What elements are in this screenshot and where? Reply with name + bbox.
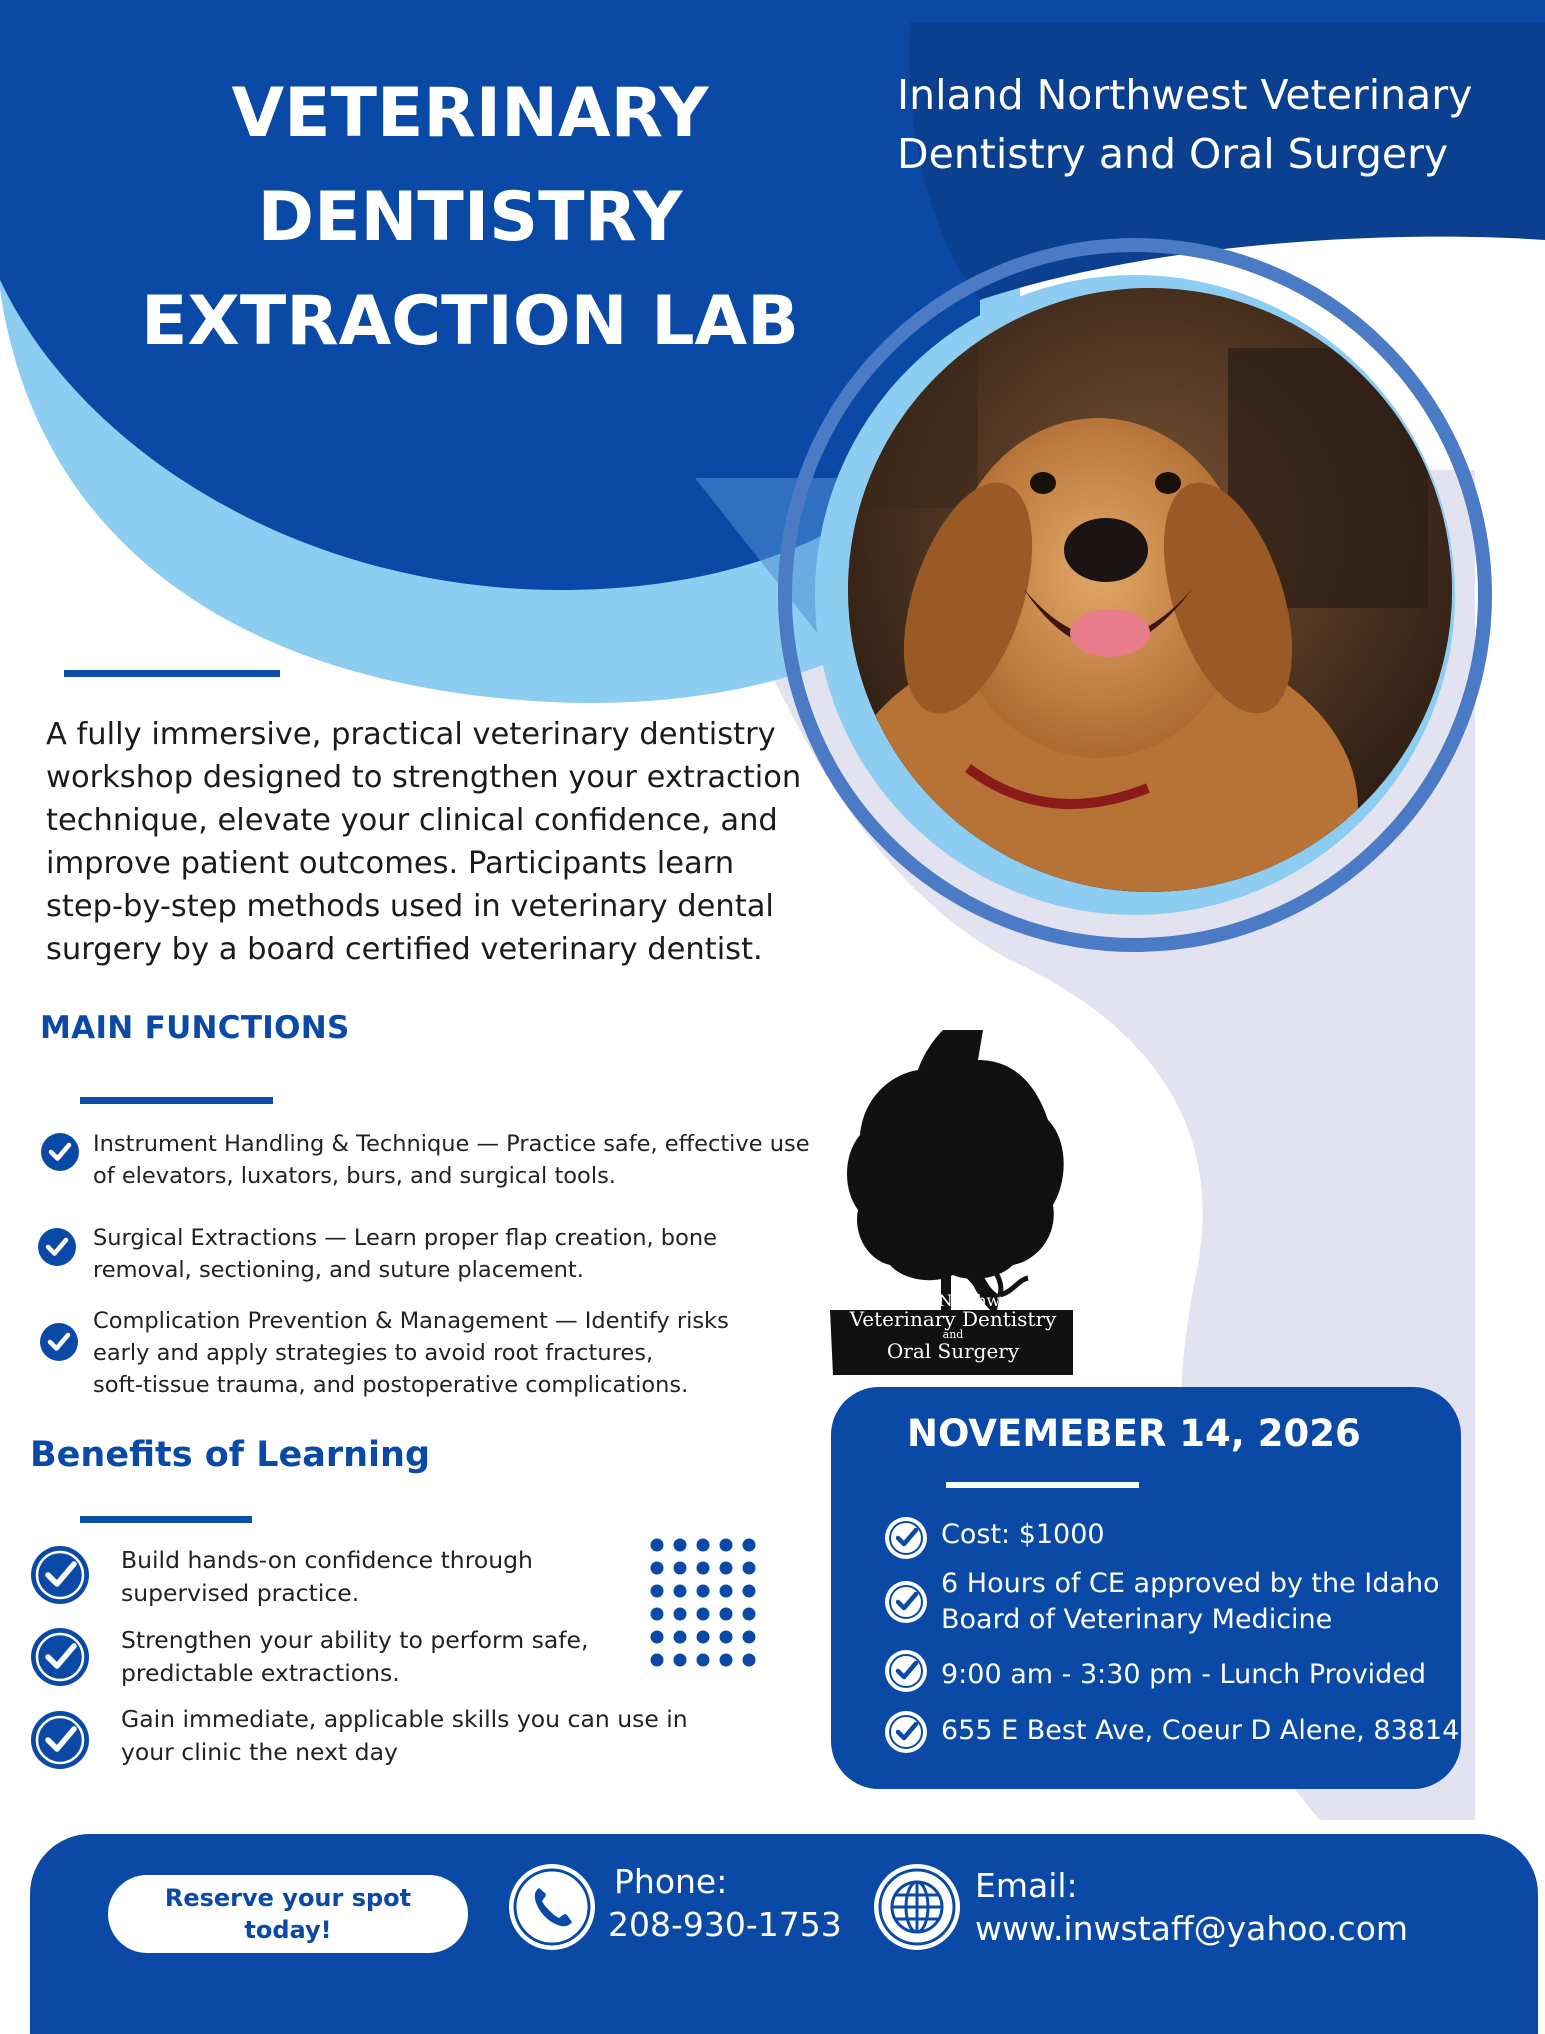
logo-line: Oral Surgery bbox=[886, 1339, 1020, 1363]
intro-line: technique, elevate your clinical confidence, and bbox=[46, 803, 778, 838]
event-detail bbox=[941, 1566, 1440, 1638]
benefit-line: Build hands-on confidence through bbox=[121, 1546, 533, 1574]
check-icon bbox=[885, 1581, 927, 1623]
function-line: of elevators, luxators, burs, and surgical tools. bbox=[93, 1163, 616, 1189]
event-detail-line: Cost: $1000 bbox=[941, 1519, 1105, 1550]
check-icon bbox=[31, 1546, 89, 1604]
intro-line: improve patient outcomes. Participants learn bbox=[46, 846, 735, 881]
org-line: Dentistry and Oral Surgery bbox=[897, 130, 1449, 178]
intro-line: step-by-step methods used in veterinary dental bbox=[46, 889, 774, 924]
divider bbox=[80, 1516, 252, 1523]
event-detail-line: 6 Hours of CE approved by the Idaho bbox=[941, 1568, 1440, 1599]
event-detail bbox=[941, 1713, 1459, 1749]
page-title bbox=[120, 62, 820, 374]
check-icon bbox=[31, 1711, 89, 1769]
divider bbox=[64, 670, 280, 677]
intro-line: A fully immersive, practical veterinary dentistry bbox=[46, 717, 776, 752]
reserve-button[interactable] bbox=[108, 1875, 468, 1953]
benefit-line: predictable extractions. bbox=[121, 1659, 400, 1687]
benefit-line: supervised practice. bbox=[121, 1579, 360, 1607]
function-item bbox=[93, 1305, 729, 1401]
benefits-heading: Benefits of Learning bbox=[30, 1435, 431, 1475]
check-icon bbox=[40, 1323, 78, 1361]
logo-line: and bbox=[942, 1328, 964, 1341]
title-line: VETERINARY bbox=[231, 74, 709, 153]
email-label: Email: bbox=[975, 1866, 1078, 1905]
function-line: Surgical Extractions — Learn proper flap creation, bone bbox=[93, 1225, 717, 1251]
check-icon bbox=[885, 1517, 927, 1559]
check-icon bbox=[885, 1711, 927, 1753]
reserve-line: today! bbox=[244, 1916, 332, 1944]
benefit-line: Strengthen your ability to perform safe, bbox=[121, 1626, 589, 1654]
function-line: Instrument Handling & Technique — Practice safe, effective use bbox=[93, 1131, 810, 1157]
event-detail bbox=[941, 1657, 1426, 1693]
main-functions-heading: MAIN FUNCTIONS bbox=[40, 1010, 350, 1046]
phone-label: Phone: bbox=[614, 1862, 728, 1901]
dot-grid-decoration bbox=[648, 1537, 758, 1669]
event-detail-line: 655 E Best Ave, Coeur D Alene, 83814 bbox=[941, 1715, 1460, 1746]
divider bbox=[80, 1097, 273, 1104]
function-line: soft-tissue trauma, and postoperative complications. bbox=[93, 1372, 689, 1398]
benefit-item bbox=[121, 1544, 533, 1610]
function-line: Complication Prevention & Management — Identify risks bbox=[93, 1308, 729, 1334]
logo-line: Veterinary Dentistry bbox=[849, 1307, 1057, 1331]
function-line: early and apply strategies to avoid root fractures, bbox=[93, 1340, 654, 1366]
function-item bbox=[93, 1128, 810, 1192]
check-icon bbox=[41, 1133, 79, 1171]
check-icon bbox=[885, 1650, 927, 1692]
title-line: EXTRACTION LAB bbox=[140, 282, 800, 361]
benefit-item bbox=[121, 1624, 589, 1690]
event-detail-line: Board of Veterinary Medicine bbox=[941, 1604, 1333, 1635]
benefit-item bbox=[121, 1703, 688, 1769]
function-item bbox=[93, 1222, 717, 1286]
logo-text bbox=[838, 1292, 1068, 1361]
logo-line: Inland Northwest bbox=[881, 1291, 1025, 1310]
organization-name bbox=[897, 66, 1517, 184]
check-icon bbox=[31, 1628, 89, 1686]
benefit-line: your clinic the next day bbox=[121, 1738, 398, 1766]
function-line: removal, sectioning, and suture placement. bbox=[93, 1257, 584, 1283]
benefit-line: Gain immediate, applicable skills you can use in bbox=[121, 1705, 688, 1733]
title-line: DENTISTRY bbox=[257, 178, 683, 257]
event-date: NOVEMEBER 14, 2026 bbox=[907, 1412, 1361, 1455]
event-detail bbox=[941, 1517, 1105, 1553]
divider bbox=[946, 1482, 1139, 1488]
intro-paragraph bbox=[46, 713, 826, 971]
intro-line: workshop designed to strengthen your extraction bbox=[46, 760, 802, 795]
intro-line: surgery by a board certified veterinary dentist. bbox=[46, 932, 763, 967]
phone-icon[interactable] bbox=[509, 1864, 595, 1950]
check-icon bbox=[38, 1228, 76, 1266]
event-detail-line: 9:00 am - 3:30 pm - Lunch Provided bbox=[941, 1659, 1427, 1690]
dog-photo bbox=[848, 288, 1452, 892]
org-line: Inland Northwest Veterinary bbox=[897, 71, 1473, 119]
globe-icon[interactable] bbox=[874, 1864, 960, 1950]
phone-number[interactable]: 208-930-1753 bbox=[608, 1905, 842, 1944]
reserve-line: Reserve your spot bbox=[164, 1884, 412, 1912]
email-address[interactable]: www.inwstaff@yahoo.com bbox=[975, 1909, 1409, 1948]
